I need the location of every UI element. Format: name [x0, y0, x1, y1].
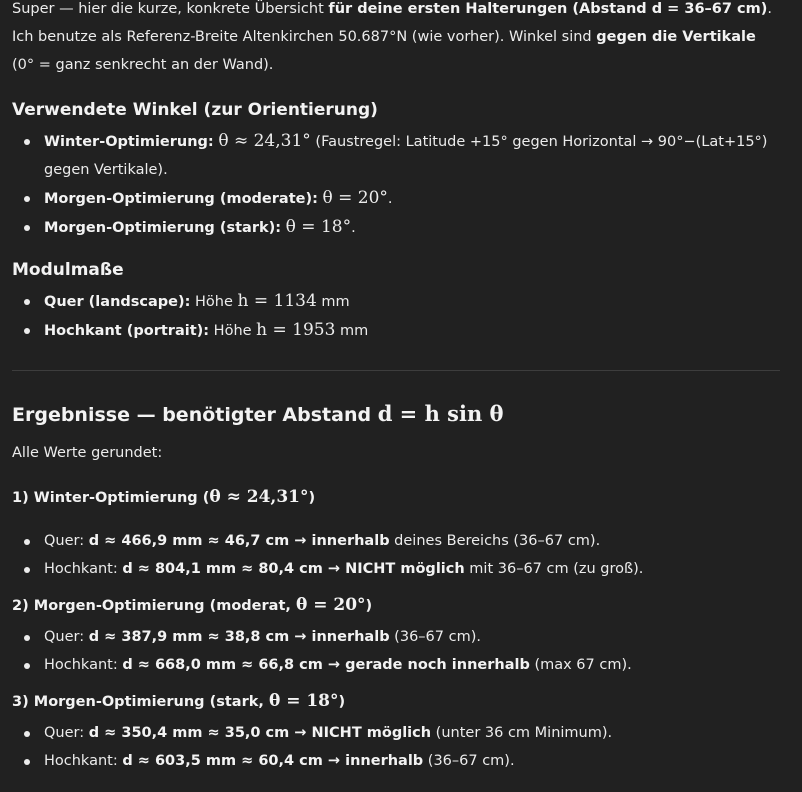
item-text: (Faustregel: Latitude +15° gegen Horizontal → 90°−(Lat+15°) gegen Vertikale).	[44, 134, 768, 178]
row-value: d ≈ 668,0 mm ≈ 66,8 cm → gerade noch innerhalb	[122, 657, 530, 673]
item-text: .	[351, 220, 356, 236]
math-expr: θ = 18°	[268, 691, 339, 711]
math-expr: θ = 18°	[285, 217, 352, 237]
list-item	[0, 623, 782, 651]
angles-list	[0, 127, 782, 242]
intro-bold-2: gegen die Vertikale	[596, 29, 756, 45]
math-expr: θ ≈ 24,31°	[209, 487, 309, 507]
row-tail: deines Bereichs (36–67 cm).	[389, 533, 601, 549]
item-unit: mm	[316, 294, 350, 310]
row-value: d ≈ 804,1 mm ≈ 80,4 cm → NICHT möglich	[122, 561, 465, 577]
intro-text-3: (0° = ganz senkrecht an der Wand).	[12, 57, 274, 73]
list-item	[0, 527, 782, 555]
section-title	[12, 485, 315, 510]
row-tail: (max 67 cm).	[529, 657, 632, 673]
results-heading	[12, 400, 504, 429]
list-item	[0, 747, 782, 775]
item-label: Morgen-Optimierung (moderate):	[44, 191, 318, 207]
row-kind: Hochkant:	[44, 561, 123, 577]
math-expr: h = 1134	[237, 291, 317, 311]
dims-list	[0, 287, 782, 345]
item-label: Morgen-Optimierung (stark):	[44, 220, 282, 236]
row-kind: Quer:	[44, 533, 89, 549]
item-text: .	[387, 191, 393, 207]
list-item	[0, 555, 782, 583]
item-text: Höhe	[209, 323, 257, 339]
list-item	[0, 651, 782, 679]
row-kind: Quer:	[44, 629, 89, 645]
row-tail: mit 36–67 cm (zu groß).	[464, 561, 644, 577]
section-title	[12, 689, 345, 714]
intro-text-2: . Ich benutze als Referenz-Breite Altenkirchen 50.687°N (wie vorher). Winkel sind	[12, 1, 772, 45]
item-label: Winter-Optimierung:	[44, 134, 214, 150]
item-label: Quer (landscape):	[44, 294, 191, 310]
item-label: Hochkant (portrait):	[44, 323, 210, 339]
list-item	[0, 719, 782, 747]
row-kind: Hochkant:	[44, 657, 123, 673]
section-title-close: )	[365, 598, 373, 614]
row-tail: (36–67 cm).	[389, 629, 481, 645]
section-title-close: )	[338, 694, 346, 710]
section-list	[0, 527, 782, 583]
row-value: d ≈ 466,9 mm ≈ 46,7 cm → innerhalb	[88, 533, 390, 549]
item-text: Höhe	[190, 294, 238, 310]
section-title-text: 2) Morgen-Optimierung (moderat,	[12, 598, 296, 614]
divider	[12, 370, 780, 371]
intro-paragraph	[12, 0, 782, 79]
row-kind: Quer:	[44, 725, 89, 741]
row-value: d ≈ 603,5 mm ≈ 60,4 cm → innerhalb	[122, 753, 424, 769]
math-expr: θ = 20°	[295, 595, 366, 615]
section-title-text: 1) Winter-Optimierung (	[12, 490, 210, 506]
row-tail: (unter 36 cm Minimum).	[431, 725, 613, 741]
item-unit: mm	[335, 323, 369, 339]
list-item	[0, 184, 782, 213]
row-value: d ≈ 350,4 mm ≈ 35,0 cm → NICHT möglich	[88, 725, 432, 741]
row-value: d ≈ 387,9 mm ≈ 38,8 cm → innerhalb	[88, 629, 390, 645]
results-note: Alle Werte gerundet:	[12, 445, 163, 461]
row-kind: Hochkant:	[44, 753, 123, 769]
math-expr: d = h sin θ	[377, 401, 504, 426]
row-tail: (36–67 cm).	[423, 753, 515, 769]
angles-heading: Verwendete Winkel (zur Orientierung)	[12, 100, 378, 120]
list-item	[0, 127, 782, 184]
section-list	[0, 719, 782, 775]
results-heading-text: Ergebnisse — benötigter Abstand	[12, 404, 378, 426]
section-title-close: )	[308, 490, 316, 506]
section-list	[0, 623, 782, 679]
intro-text-1: Super — hier die kurze, konkrete Übersicht	[12, 1, 329, 17]
intro-bold-1: für deine ersten Halterungen (Abstand d = 36–67 cm)	[328, 1, 768, 17]
section-title-text: 3) Morgen-Optimierung (stark,	[12, 694, 269, 710]
list-item	[0, 287, 782, 316]
math-expr: θ = 20°	[322, 188, 388, 208]
math-expr: h = 1953	[256, 320, 336, 340]
list-item	[0, 213, 782, 242]
dims-heading: Modulmaße	[12, 260, 124, 280]
math-expr: θ ≈ 24,31°	[218, 131, 311, 151]
section-title	[12, 593, 372, 618]
list-item	[0, 316, 782, 345]
